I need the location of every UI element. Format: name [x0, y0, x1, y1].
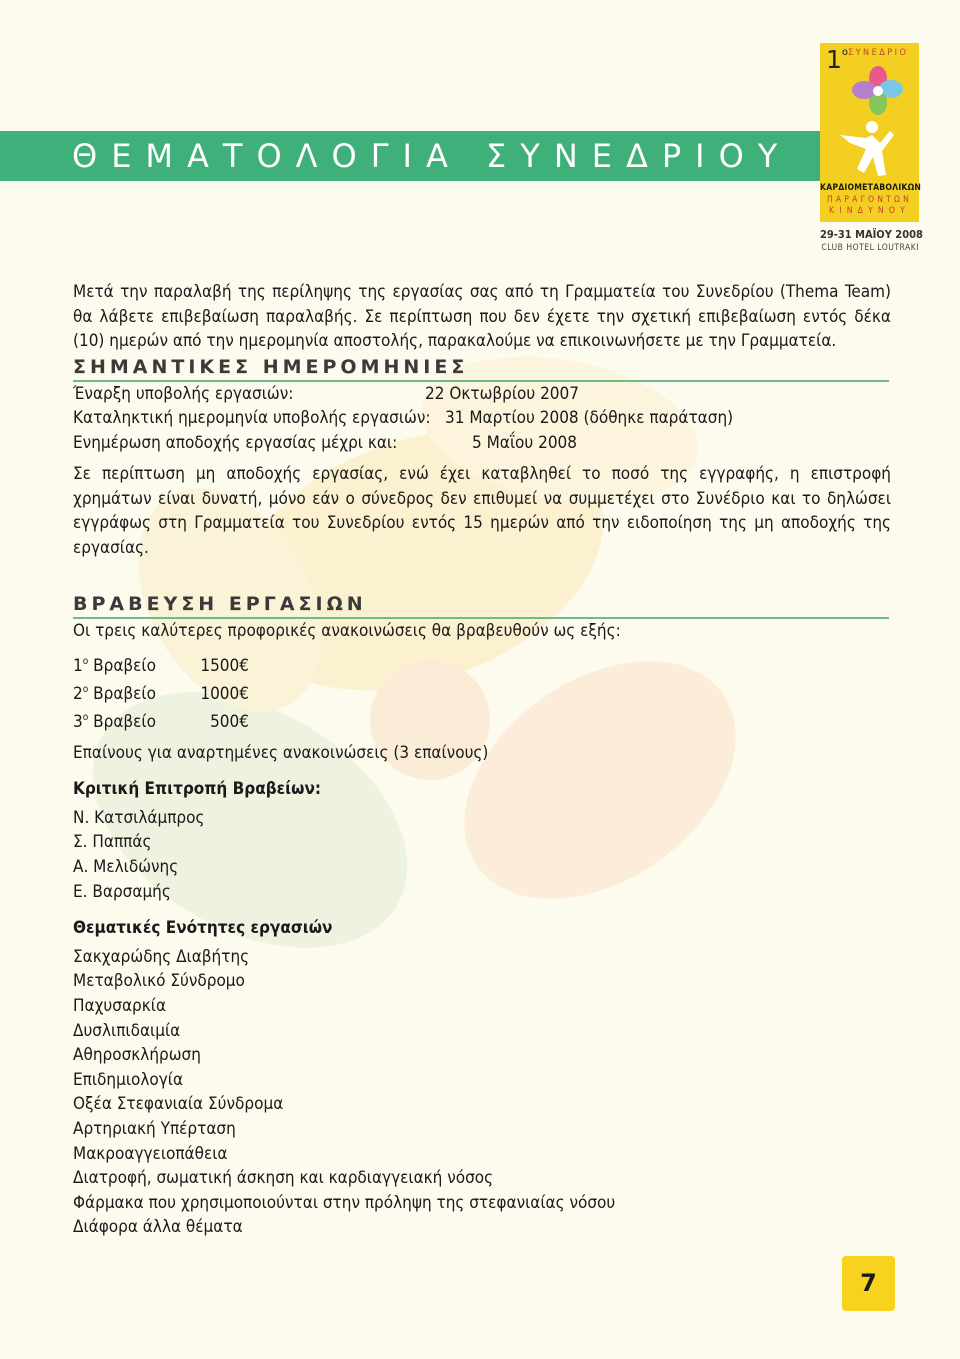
date-row-start	[73, 382, 893, 407]
topics-heading: Θεματικές Ενότητες εργασιών	[73, 918, 333, 939]
poster-commendations: Επαίνους για αναρτημένες ανακοινώσεις (3 επαίνους)	[73, 742, 489, 763]
committee-member: Σ. Παππάς	[73, 832, 152, 853]
conference-logo	[820, 43, 922, 222]
committee-heading: Κριτική Επιτροπή Βραβείων:	[73, 779, 321, 800]
date-label: Έναρξη υποβολής εργασιών:	[73, 383, 294, 404]
date-row-deadline	[73, 406, 893, 431]
awards-heading: ΒΡΑΒΕΥΣΗ ΕΡΓΑΣΙΩΝ	[73, 593, 367, 616]
date-label: Ενημέρωση αποδοχής εργασίας μέχρι και:	[73, 432, 398, 453]
topic-item: Αθηροσκλήρωση	[73, 1045, 201, 1066]
topic-item: Αρτηριακή Υπέρταση	[73, 1118, 236, 1139]
topic-item: Επιδημιολογία	[73, 1069, 184, 1090]
page-number: 7	[842, 1256, 895, 1311]
topic-item: Διάφορα άλλα θέματα	[73, 1217, 243, 1238]
dates-heading: ΣΗΜΑΝΤΙΚΕΣ ΗΜΕΡΟΜΗΝΙΕΣ	[73, 355, 469, 378]
logo-number: $1^o$	[826, 45, 849, 74]
logo-word: ΣΥΝΕΔΡΙΟ	[848, 48, 909, 58]
logo-line-3: ΚΙΝΔΥΝΟΥ	[829, 206, 910, 216]
refund-note: Σε περίπτωση μη αποδοχής εργασίας, ενώ έχει καταβληθεί το ποσό της εγγραφής, η επιστροφή χρημάτων είναι δυνατή, μόνο εάν ο σύνεδρος δεν επιθυμεί να συμμετέχει στο Συνέδριο και το δηλώσει εγγράφως στη Γραμματεία του Συνεδρίου εντός 15 ημερών από την ειδοποίηση της μη αποδοχής της εργασίας.	[73, 464, 891, 558]
topic-item: Μεταβολικό Σύνδρομο	[73, 971, 245, 992]
prize-amount: 500€	[210, 712, 249, 733]
topic-item: Σακχαρώδης Διαβήτης	[73, 946, 250, 967]
prize-2: $2^o$ Βραβείο 1000€	[73, 678, 893, 706]
topic-item: Φάρμακα που χρησιμοποιούνται στην πρόληψη της στεφανιαίας νόσου	[73, 1192, 616, 1213]
logo-line-2: ΠΑΡΑΓΟΝΤΩΝ	[826, 195, 913, 205]
prize-amount: 1000€	[200, 683, 249, 704]
main-content	[73, 280, 893, 1240]
topic-item: Οξέα Στεφανιαία Σύνδρομα	[73, 1094, 284, 1115]
topic-item: Διατροφή, σωματική άσκηση και καρδιαγγειακή νόσος	[73, 1168, 494, 1189]
intro-paragraph: Μετά την παραλαβή της περίληψης της εργασίας σας από τη Γραμματεία του Συνεδρίου (Thema Team) θα λάβετε επιβεβαίωση παραλαβής. Σε περίπτωση που δεν έχετε την σχετική επιβεβαίωση εντός δέκα (10) ημερών από την ημερομηνία αποστολής, παρακαλούμε να επικοινωνήσετε με την Γραμματεία.	[73, 282, 891, 351]
date-row-notification	[73, 431, 893, 456]
date-value: 31 Μαρτίου 2008 (δόθηκε παράταση)	[445, 408, 734, 429]
committee-member: Α. Μελιδώνης	[73, 857, 179, 877]
conference-venue: CLUB HOTEL LOUTRAKI	[821, 243, 919, 253]
topic-item: Παχυσαρκία	[73, 995, 167, 1016]
logo-line-1: ΚΑΡΔΙΟΜΕΤΑΒΟΛΙΚΩΝ	[820, 183, 922, 193]
date-value: 5 Μαΐου 2008	[472, 432, 578, 453]
page-title: ΘΕΜΑΤΟΛΟΓΙΑ ΣΥΝΕΔΡΙΟΥ	[72, 137, 792, 175]
committee-member: Ν. Κατσιλάμπρος	[73, 807, 205, 828]
prize-amount: 1500€	[200, 655, 249, 676]
committee-member: Ε. Βαρσαμής	[73, 881, 171, 902]
awards-intro: Οι τρεις καλύτερες προφορικές ανακοινώσεις θα βραβευθούν ως εξής:	[73, 621, 621, 642]
topic-item: Μακροαγγειοπάθεια	[73, 1143, 228, 1164]
date-label: Καταληκτική ημερομηνία υποβολής εργασιών:	[73, 408, 431, 429]
conference-dates: 29-31 ΜΑΪΟΥ 2008	[820, 228, 923, 241]
prize-3: $3^o$ Βραβείο 500€	[73, 706, 893, 734]
date-value: 22 Οκτωβρίου 2007	[425, 383, 579, 404]
topic-item: Δυσλιπιδαιμία	[73, 1020, 181, 1041]
prize-1: $1^o$ Βραβείο 1500€	[73, 650, 893, 678]
